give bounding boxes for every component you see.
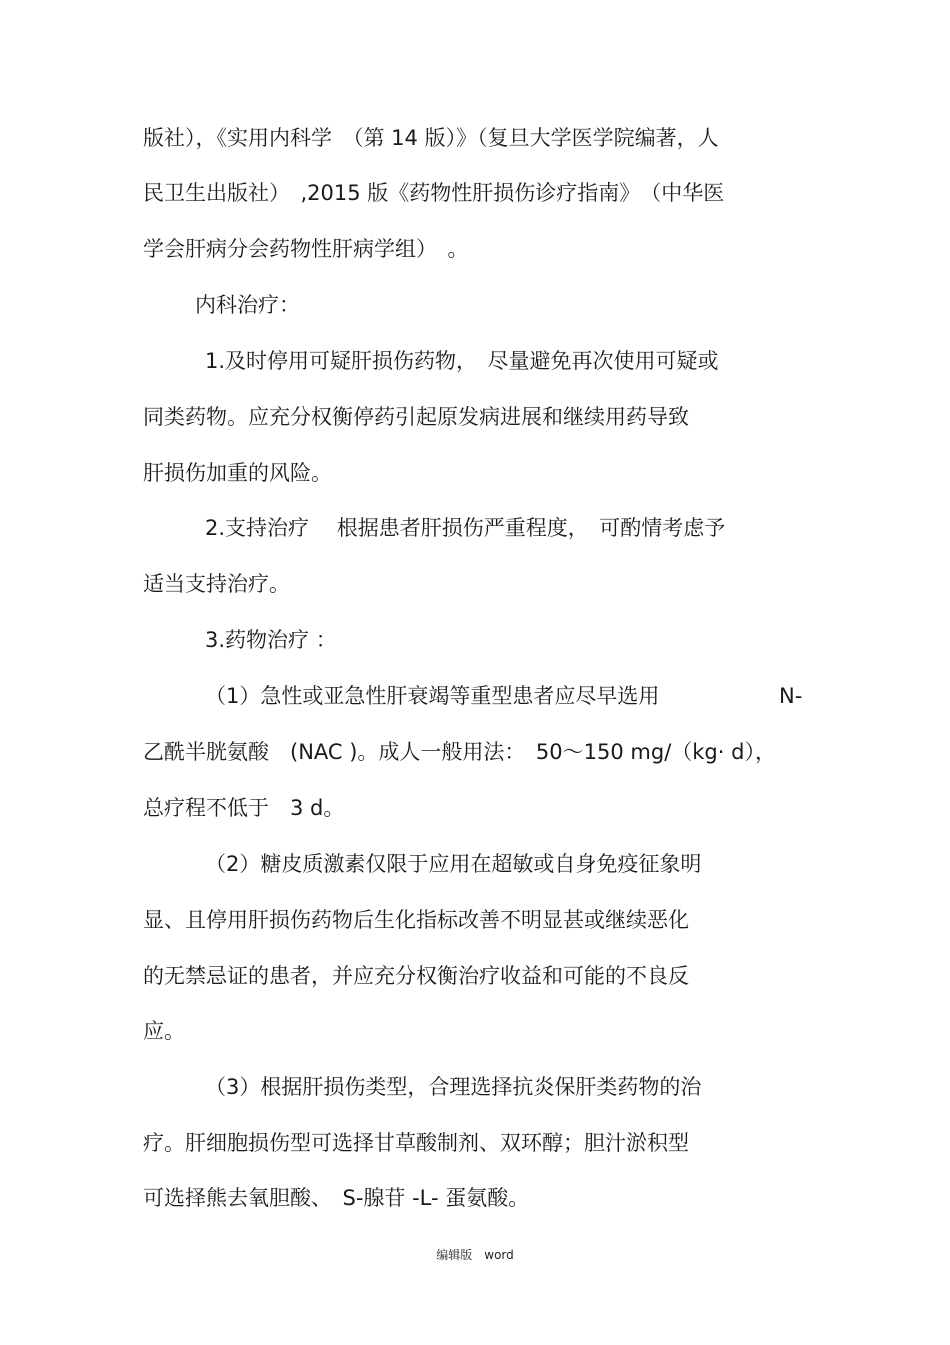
text-line: 民卫生出版社） ,2015 版《药物性肝损伤诊疗指南》 （中华医 bbox=[143, 181, 725, 205]
text-line: 版社），《实用内科学 （第 14 版）》（复旦大学医学院编著，人 bbox=[143, 126, 719, 150]
text-line: 显、且停用肝损伤药物后生化指标改善不明显甚或继续恶化 bbox=[143, 908, 689, 932]
text-line: 肝损伤加重的风险。 bbox=[143, 461, 332, 485]
text-line: 2.支持治疗 根据患者肝损伤严重程度， 可酌情考虑予 bbox=[205, 516, 726, 540]
text-line: （2）糖皮质激素仅限于应用在超敏或自身免疫征象明 bbox=[205, 852, 702, 876]
text-line: 的无禁忌证的患者，并应充分权衡治疗收益和可能的不良反 bbox=[143, 964, 689, 988]
text-line: 适当支持治疗。 bbox=[143, 572, 290, 596]
text-line: （1）急性或亚急性肝衰竭等重型患者应尽早选用 bbox=[205, 684, 660, 708]
text-line: 乙酰半胱氨酸 (NAC )。成人一般用法： 50～150 mg/（kg· d）， bbox=[143, 740, 776, 764]
text-line: 学会肝病分会药物性肝病学组） 。 bbox=[143, 237, 469, 261]
text-line: 疗。肝细胞损伤型可选择甘草酸制剂、双环醇；胆汁淤积型 bbox=[143, 1131, 689, 1155]
text-line: 3.药物治疗 ： bbox=[205, 628, 337, 652]
section-heading: 内科治疗： bbox=[195, 293, 300, 317]
text-line: 同类药物。应充分权衡停药引起原发病进展和继续用药导致 bbox=[143, 405, 689, 429]
text-line: 应。 bbox=[143, 1019, 185, 1043]
text-line: 可选择熊去氧胆酸、 S-腺苷 -L- 蛋氨酸。 bbox=[143, 1186, 530, 1210]
text-line: 总疗程不低于 3 d。 bbox=[143, 796, 345, 820]
text-line: （3）根据肝损伤类型，合理选择抗炎保肝类药物的治 bbox=[205, 1075, 702, 1099]
page-footer: 编辑版 word bbox=[436, 1248, 514, 1262]
text-line: N- bbox=[779, 684, 803, 708]
text-line: 1.及时停用可疑肝损伤药物， 尽量避免再次使用可疑或 bbox=[205, 349, 719, 373]
